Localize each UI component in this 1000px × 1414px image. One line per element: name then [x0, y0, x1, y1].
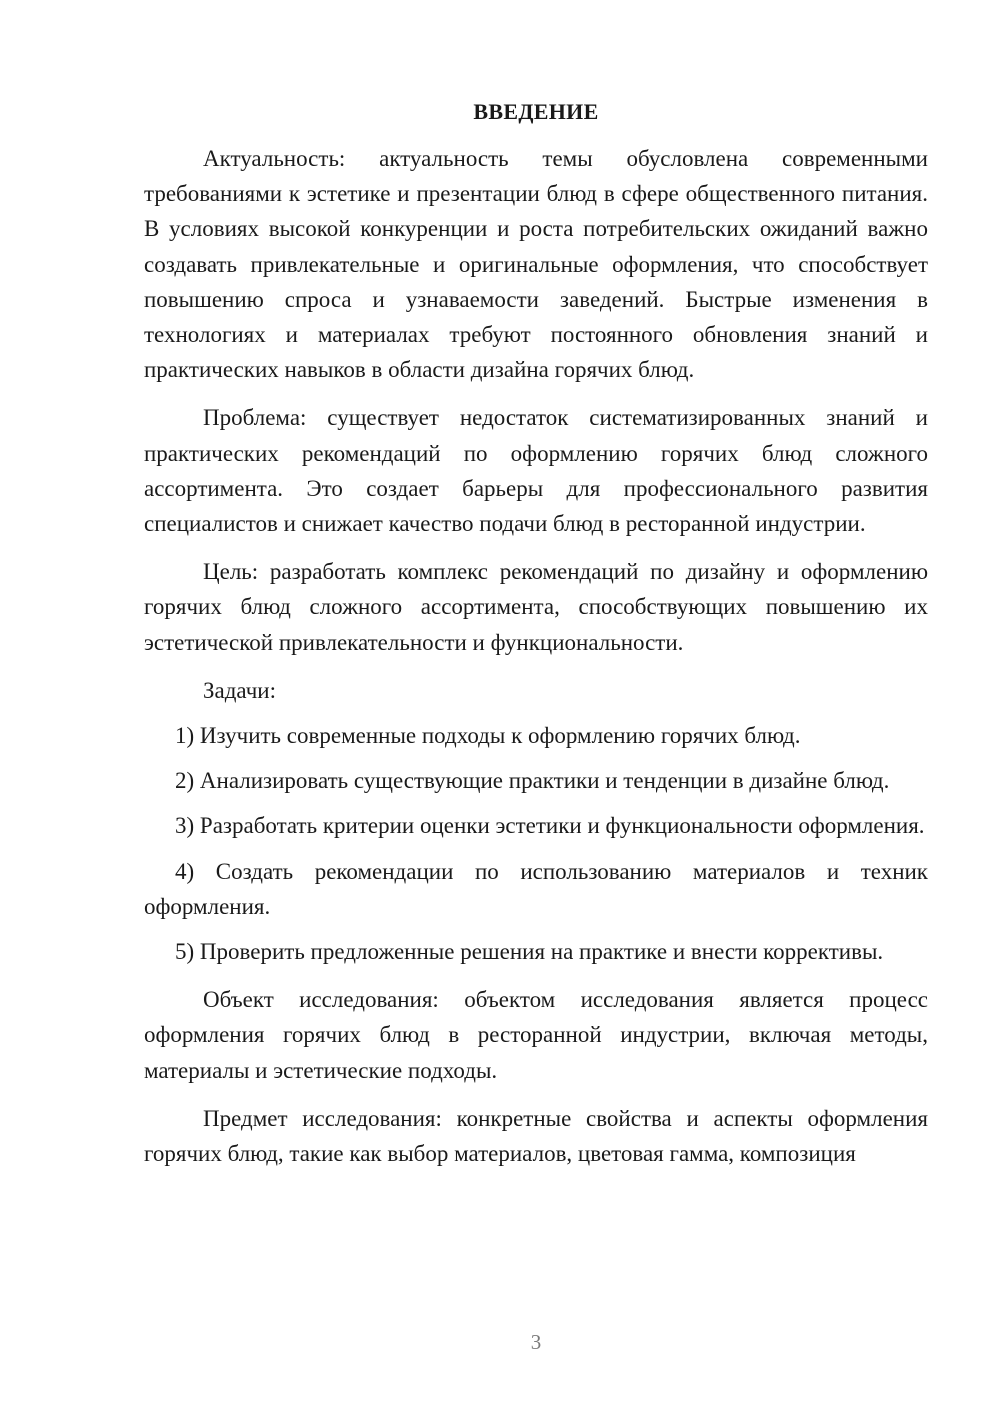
task-item: 2) Анализировать существующие практики и тенденции в дизайне блюд. [175, 768, 890, 794]
section-title: ВВЕДЕНИЕ [473, 99, 599, 124]
page-number: 3 [530, 1330, 542, 1354]
task-item: 1) Изучить современные подходы к оформлению горячих блюд. [175, 723, 801, 749]
page-content [144, 94, 928, 1171]
tasks-heading: Задачи: [203, 677, 276, 703]
paragraph-subject: Предмет исследования: конкретные свойства и аспекты оформления горячих блюд, такие как выбор материалов, цветовая гамма, композиция [144, 1105, 928, 1167]
paragraph-object: Объект исследования: объектом исследования является процесс оформления горячих блюд в ресторанной индустрии, включая методы, материалы и эстетические подходы. [144, 987, 928, 1083]
paragraph-problem: Проблема: существует недостаток систематизированных знаний и практических рекомендаций по оформлению горячих блюд сложного ассортимента. Это создает барьеры для профессионального развития специалистов и снижает качество подачи блюд в ресторанной индустрии. [144, 405, 928, 537]
paragraph-goal: Цель: разработать комплекс рекомендаций по дизайну и оформлению горячих блюд сложного ассортимента, способствующих повышению их эстетической привлекательности и функциональности. [144, 559, 928, 655]
paragraph-relevance: Актуальность: актуальность темы обусловлена современными требованиями к эстетике и презентации блюд в сфере общественного питания. В условиях высокой конкуренции и роста потребительских ожиданий важно создавать привлекательные и оригинальные оформления, что способствует повышению спроса и узнаваемости заведений. Быстрые изменения в технологиях и материалах требуют постоянного обновления знаний и практических навыков в области дизайна горячих блюд. [144, 146, 928, 383]
task-item: 4) Создать рекомендации по использованию материалов и техник оформления. [144, 858, 928, 919]
task-item: 5) Проверить предложенные решения на практике и внести коррективы. [175, 939, 884, 965]
task-item: 3) Разработать критерии оценки эстетики и функциональности оформления. [175, 813, 925, 839]
